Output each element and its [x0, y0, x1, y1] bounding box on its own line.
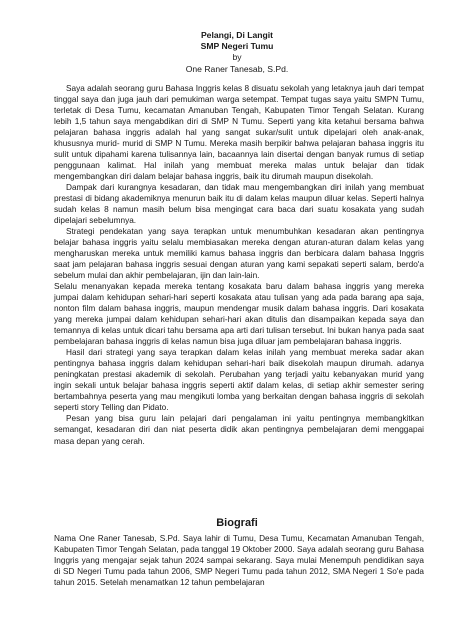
- document-title: Pelangi, Di Langit: [200, 30, 274, 40]
- author-name: One Raner Tanesab, S.Pd.: [185, 63, 289, 74]
- biography-paragraph: Nama One Raner Tanesab, S.Pd. Saya lahir di Tumu, Desa Tumu, Kecamatan Amanuban Tengah, Kabupaten Timor Tengah Selatan, pada tanggal 19 Oktober 2000. Saya adalah seorang guru Bahasa Inggris yang mengajar sejak tahun 2024 sampai sekarang. Saya mulai Menempuh pendidikan saya di SD Negeri Tumu pada tahun 2006, SMP Negeri Tumu pada tahun 2012, SMA Negeri 1 So'e pada tahun 2015. Setelah menamatkan 12 tahun pembelajaran: [54, 534, 424, 588]
- document-header: [0, 30, 474, 75]
- paragraph: Strategi pendekatan yang saya terapkan untuk menumbuhkan kesadaran akan pentingnya belajar bahasa inggris yaitu selalu membiasakan mereka dengan aturan-aturan dalam kelas yang mengharuskan mereka untuk memiliki kamus bahasa inggris dan berbicara dalam bahasa Inggris saat jam pelajaran bahasa inggris sesuai dengan aturan yang kami sepakati seperti salam, berdo'a sebelum mulai dan akhir pembelajaran, ijin dan lain-lain.: [54, 227, 424, 281]
- paragraph: Selalu menanyakan kepada mereka tentang kosakata baru dalam bahasa inggris yang mereka jumpai dalam kehidupan sehari-hari seperti kosakata atau tulisan yang ada pada barang apa saja, nonton film dalam bahasa inggris, maupun mendengar musik dalam bahasa inggris. Dari kosakata yang mereka jumpai dalam kehidupan sehari-hari akan ditulis dan disampaikan kepada saya dan temannya di kelas untuk dicari tahu bersama apa arti dari tulisan tersebut. Ini bukan hanya pada saat pembelajaran bahasa inggris di kelas namun bisa juga diluar jam pembelajaran bahasa inggris.: [54, 282, 424, 347]
- paragraph: Pesan yang bisa guru lain pelajari dari pengalaman ini yaitu pentingnya membangkitkan semangat, kesadaran diri dan niat peserta didik akan pentingnya pembelajaran demi menggapai masa depan yang cerah.: [54, 414, 424, 446]
- biography-body: [54, 533, 424, 588]
- biography-heading: Biografi: [216, 517, 258, 529]
- byline-by: by: [232, 52, 242, 63]
- school-name: SMP Negeri Tumu: [200, 41, 274, 52]
- paragraph: Dampak dari kurangnya kesadaran, dan tidak mau mengembangkan diri inilah yang membuat prestasi di bidang akademiknya menurun baik itu di dalam kelas maupun diluar kelas. Seperti halnya sudah kelas 8 namun masih belum bisa mengingat cara baca dari suatu kosakata yang sudah dipelajari sebelumnya.: [54, 183, 424, 226]
- article-body: [54, 83, 424, 447]
- paragraph: Hasil dari strategi yang saya terapkan dalam kelas inilah yang membuat mereka sadar akan pentingnya bahasa inggris dalam kehidupan sehari-hari baik disekolah maupun dirumah. adanya peningkatan prestasi akademik di sekolah. Perubahan yang terjadi yaitu kebanyakan murid yang ingin sekali untuk belajar bahasa inggris seperti aktif dalam kelas, di setiap akhir semester sering bertambahnya peserta yang mau mengikuti lomba yang berkaitan dengan bahasa inggris di sekolah seperti story Telling dan Pidato.: [54, 348, 424, 413]
- paragraph: Saya adalah seorang guru Bahasa Inggris kelas 8 disuatu sekolah yang letaknya jauh dari tempat tinggal saya dan juga jauh dari pemukiman warga setempat. Tempat tugas saya yaitu SMPN Tumu, terletak di Desa Tumu, kecamatan Amanuban Tengah, Kabupaten Timor Tengah Selatan. Kurang lebih 1,5 tahun saya mengabdikan diri di SMP N Tumu. Seperti yang kita ketahui bersama bahwa pelajaran bahasa inggris adalah hal yang sangat sukar/sulit untuk dipelajari oleh anak-anak, khususnya murid- murid di SMP N Tumu. Mereka masih berpikir bahwa pelajaran bahasa inggris itu sulit untuk dipahami karena tulisannya lain, bacaannya lain disertai dengan banyak rumus di setiap penggunaan kalimat. Hal inilah yang membuat mereka malas untuk belajar dan tidak mengembangkan diri dalam belajar bahasa inggris, baik itu dirumah maupun disekolah.: [54, 84, 424, 182]
